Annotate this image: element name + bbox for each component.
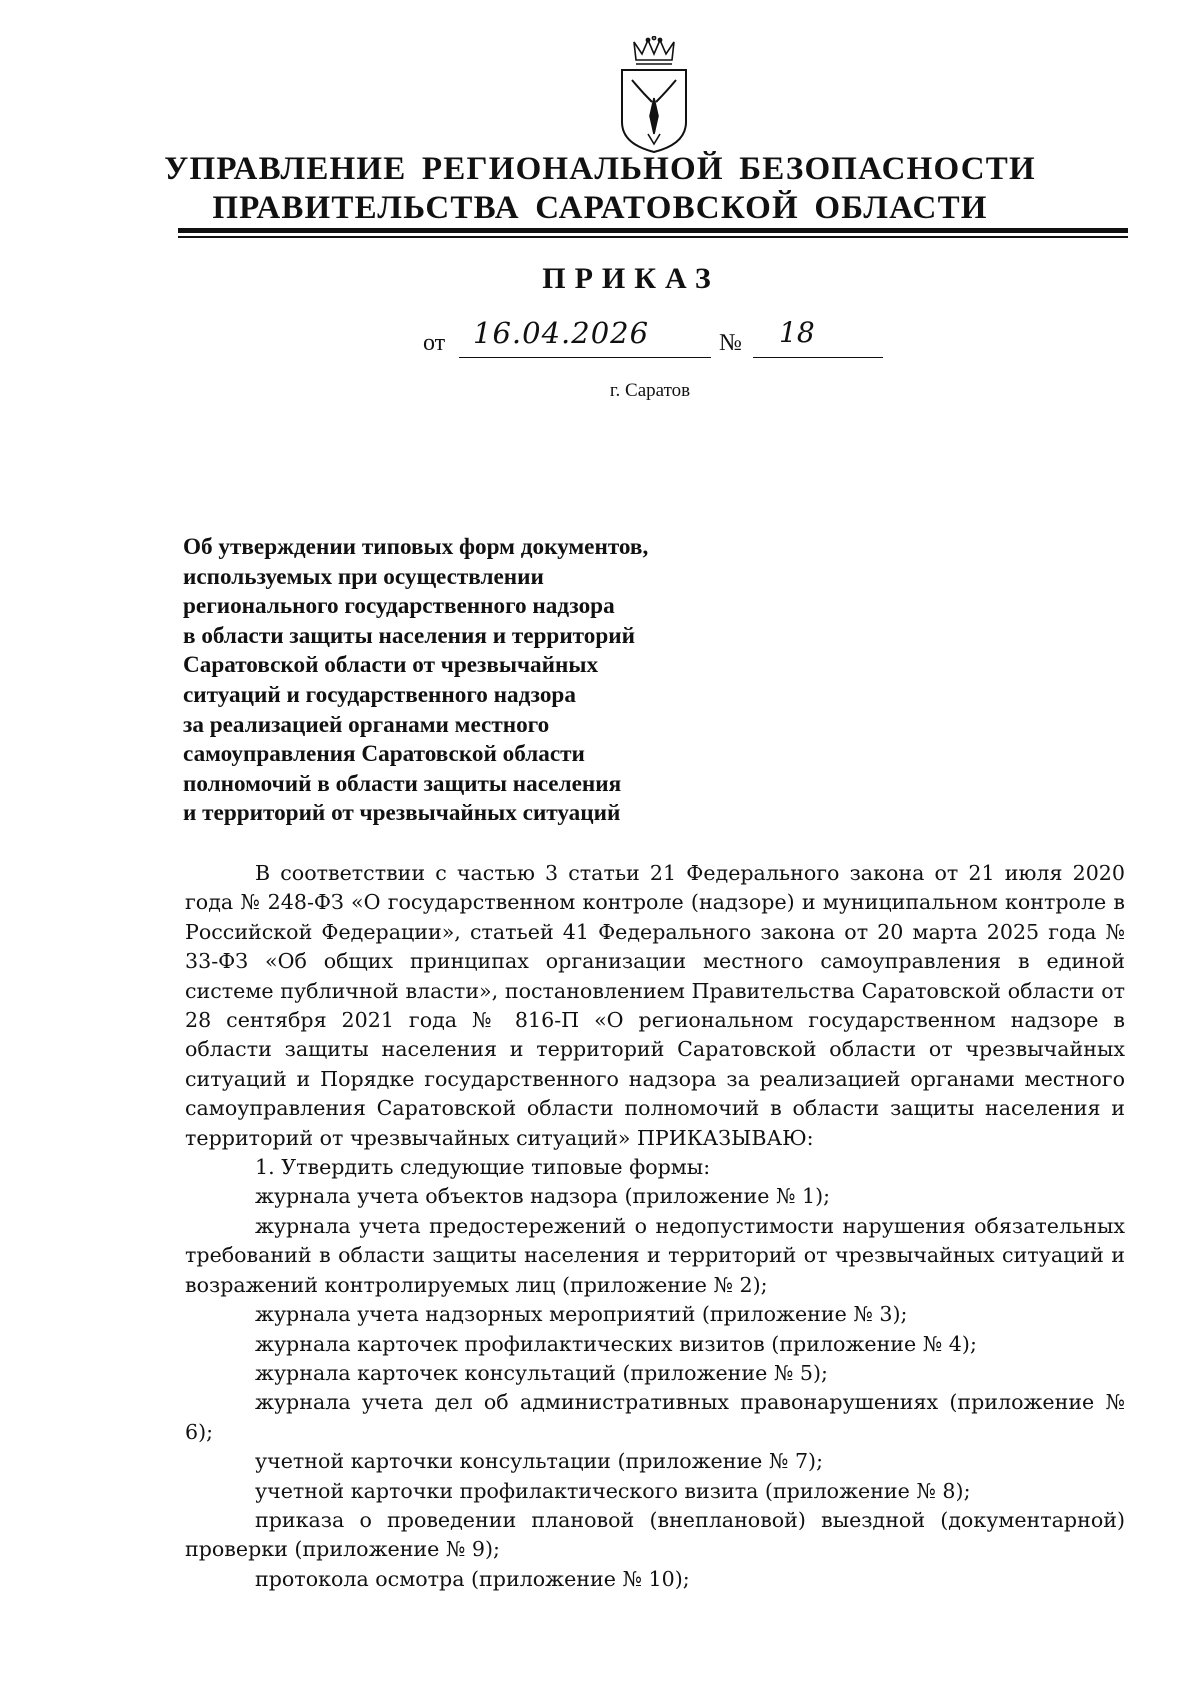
- organization-title-line-2: ПРАВИТЕЛЬСТВА САРАТОВСКОЙ ОБЛАСТИ: [212, 190, 988, 226]
- order-subject: [183, 533, 703, 829]
- subject-line: Саратовской области от чрезвычайных: [183, 652, 599, 679]
- order-date-handwritten: 16.04.2026: [459, 316, 711, 358]
- subject-line: Об утверждении типовых форм документов,: [183, 534, 649, 560]
- organization-title: [150, 150, 1050, 228]
- subject-line: самоуправления Саратовской области: [183, 741, 585, 768]
- form-list-item: учетной карточки консультации (приложение № 7);: [255, 1449, 824, 1474]
- form-list-item: журнала учета дел об административных правонарушениях (приложение № 6);: [185, 1390, 1125, 1444]
- order-number-handwritten: 18: [753, 316, 883, 358]
- subject-line: регионального государственного надзора: [183, 593, 615, 620]
- form-list-item: протокола осмотра (приложение № 10);: [255, 1566, 690, 1591]
- date-prefix: от: [423, 330, 446, 356]
- header-divider-thick: [178, 228, 1128, 233]
- subject-line: за реализацией органами местного: [183, 711, 550, 738]
- city-label: г. Саратов: [609, 380, 691, 401]
- subject-line: ситуаций и государственного надзора: [183, 681, 576, 708]
- form-list-item: журнала карточек консультаций (приложение № 5);: [255, 1360, 828, 1385]
- order-body: [185, 859, 1125, 1594]
- form-list-item: учетной карточки профилактического визита (приложение № 8);: [255, 1478, 971, 1503]
- organization-title-line-1: УПРАВЛЕНИЕ РЕГИОНАЛЬНОЙ БЕЗОПАСНОСТИ: [164, 151, 1036, 187]
- item-1-paragraph: 1. Утвердить следующие типовые формы:: [255, 1155, 711, 1180]
- form-list-item: журнала учета предостережений о недопустимости нарушения обязательных требований в области защиты населения и территорий от чрезвычайных ситуаций и возражений контролируемых лиц (приложение № 2);: [185, 1213, 1125, 1297]
- document-type-heading: ПРИКАЗ: [542, 262, 720, 295]
- form-list-item: журнала учета объектов надзора (приложение № 1);: [255, 1184, 831, 1209]
- subject-line: используемых при осуществлении: [183, 563, 544, 590]
- subject-line: в области защиты населения и территорий: [183, 622, 635, 649]
- form-list-item: приказа о проведении плановой (внеплановой) выездной (документарной) проверки (приложение № 9);: [185, 1507, 1125, 1562]
- subject-line: полномочий в области защиты населения: [183, 770, 622, 797]
- form-list-item: журнала учета надзорных мероприятий (приложение № 3);: [255, 1302, 908, 1327]
- form-list-item: журнала карточек профилактических визитов (приложение № 4);: [255, 1331, 977, 1356]
- preamble-paragraph: В соответствии с частью 3 статьи 21 Федерального закона от 21 июля 2020 года № 248-ФЗ «О государственном контроле (надзоре) и муниципальном контроле в Российской Федерации», статьей 41 Федерального закона от 20 марта 2025 года № 33-ФЗ «Об общих принципах организации местного самоуправления в единой системе публичной власти», постановлением Правительства Саратовской области от 28 сентября 2021 года № 816-П «О региональном государственном надзоре в области защиты населения и территорий Саратовской области от чрезвычайных ситуаций и Порядке государственного надзора за реализацией органами местного самоуправления Саратовской области полномочий в области защиты населения и территорий от чрезвычайных ситуаций» ПРИКАЗЫВАЮ:: [185, 861, 1125, 1150]
- number-prefix: №: [719, 330, 742, 356]
- header-divider-thin: [178, 236, 1128, 238]
- coat-of-arms-icon: [612, 36, 696, 154]
- subject-line: и территорий от чрезвычайных ситуаций: [183, 800, 621, 827]
